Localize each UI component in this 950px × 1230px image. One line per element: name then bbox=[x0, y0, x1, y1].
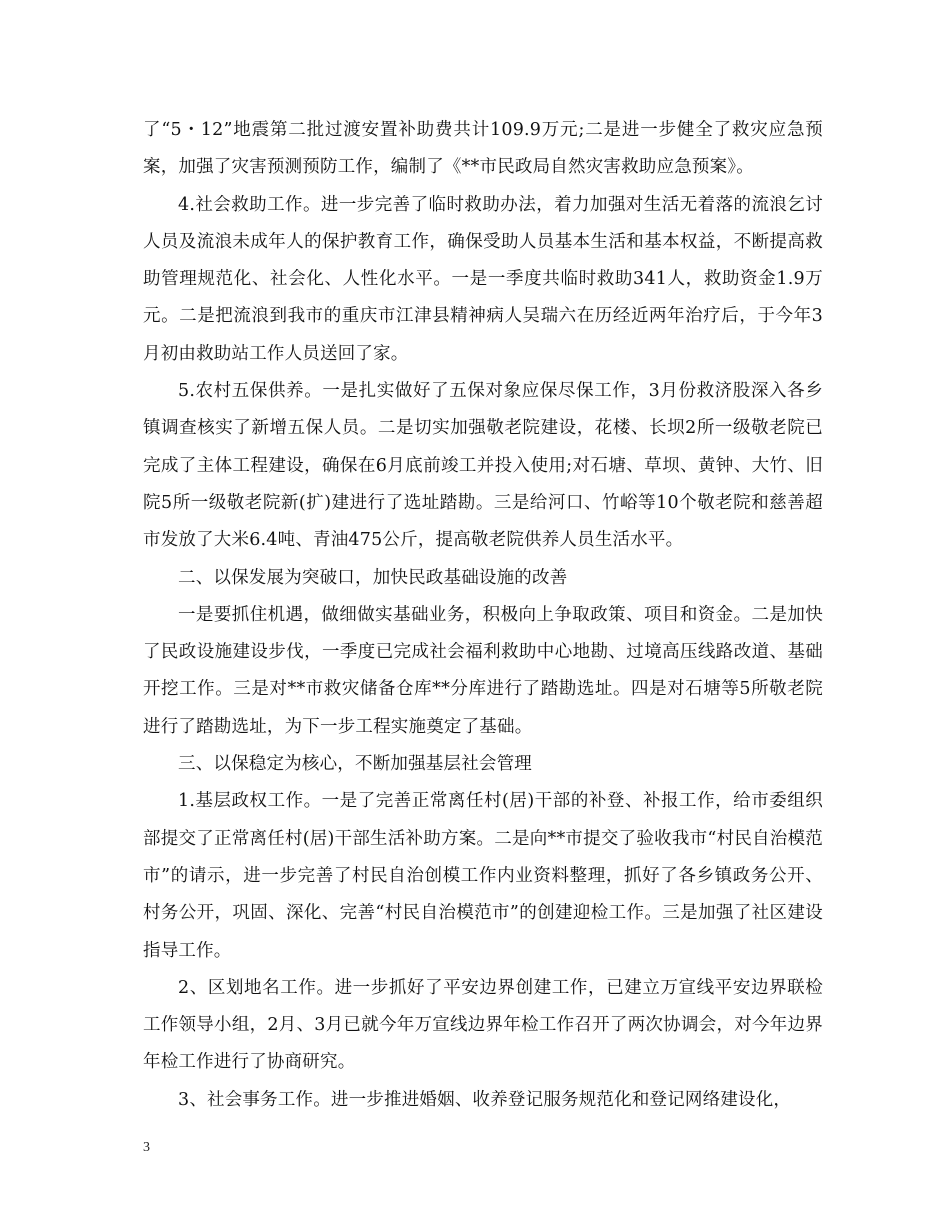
paragraph: 3、社会事务工作。进一步推进婚姻、收养登记服务规范化和登记网络建设化， bbox=[178, 1089, 792, 1110]
page-number: 3 bbox=[143, 1140, 150, 1155]
paragraph: 1.基层政权工作。一是了完善正常离任村(居)干部的补登、补报工作，给市委组织部提交了正常离任村(居)干部生活补助方案。二是向**市提交了验收我市“村民自治模范市”的请示，进一步完善了村民自治创模工作内业资料整理，抓好了各乡镇政务公开、村务公开，巩固、深化、完善“村民自治模范市”的创建迎检工作。三是加强了社区建设指导工作。 bbox=[143, 791, 823, 961]
paragraph: 一是要抓住机遇，做细做实基础业务，积极向上争取政策、项目和资金。二是加快了民政设施建设步伐，一季度已完成社会福利救助中心地勘、过境高压线路改道、基础开挖工作。三是对**市救灾储备仓库**分库进行了踏勘选址。四是对石塘等5所敬老院进行了踏勘选址，为下一步工程实施奠定了基础。 bbox=[143, 604, 823, 737]
section-heading: 二、以保发展为突破口，加快民政基础设施的改善 bbox=[178, 567, 568, 588]
paragraph: 4.社会救助工作。进一步完善了临时救助办法，着力加强对生活无着落的流浪乞讨人员及流浪未成年人的保护教育工作，确保受助人员基本生活和基本权益，不断提高救助管理规范化、社会化、人性化水平。一是一季度共临时救助341人，救助资金1.9万元。二是把流浪到我市的重庆市江津县精神病人吴瑞六在历经近两年治疗后，于今年3月初由救助站工作人员送回了家。 bbox=[143, 194, 823, 364]
paragraph: 5.农村五保供养。一是扎实做好了五保对象应保尽保工作，3月份救济股深入各乡镇调查核实了新增五保人员。二是切实加强敬老院建设，花楼、长坝2所一级敬老院已完成了主体工程建设，确保在6月底前竣工并投入使用;对石塘、草坝、黄钟、大竹、旧院5所一级敬老院新(扩)建进行了选址踏勘。三是给河口、竹峪等10个敬老院和慈善超市发放了大米6.4吨、青油475公斤，提高敬老院供养人员生活水平。 bbox=[143, 381, 823, 551]
paragraph: 2、区划地名工作。进一步抓好了平安边界创建工作，已建立万宣线平安边界联检工作领导小组，2月、3月已就今年万宣线边界年检工作召开了两次协调会，对今年边界年检工作进行了协商研究。 bbox=[143, 977, 823, 1073]
paragraph: 了“5・12”地震第二批过渡安置补助费共计109.9万元;二是进一步健全了救灾应急预案，加强了灾害预测预防工作，编制了《**市民政局自然灾害救助应急预案》。 bbox=[143, 120, 823, 178]
document-body bbox=[143, 112, 823, 1119]
section-heading: 三、以保稳定为核心，不断加强基层社会管理 bbox=[178, 754, 532, 775]
